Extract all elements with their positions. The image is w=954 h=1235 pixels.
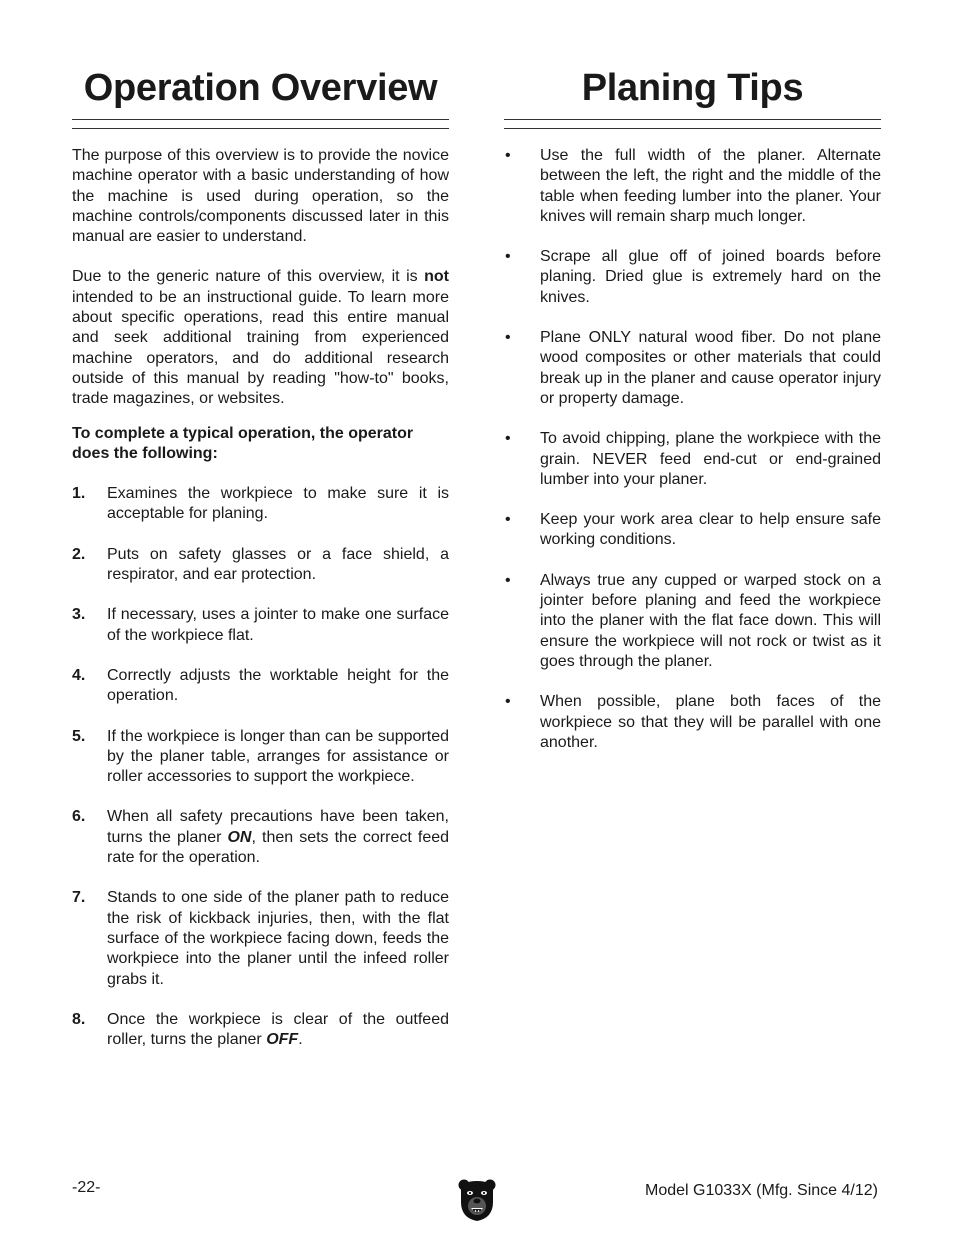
step-text: If the workpiece is longer than can be supported by the planer table, arranges for assistance or roller accessories to support the workpiece. bbox=[107, 727, 449, 786]
step-8-off-emphasis: OFF bbox=[266, 1031, 299, 1049]
paragraph-2-text-start: Due to the generic nature of this overview, it is bbox=[72, 268, 425, 286]
step-8-text-start: Once the workpiece is clear of the outfeed roller, turns the planer bbox=[107, 1010, 449, 1049]
step-text bbox=[107, 1010, 449, 1051]
step-number: 1. bbox=[72, 485, 86, 503]
tip-item bbox=[504, 692, 881, 753]
tip-item bbox=[504, 571, 881, 672]
title-rule-bottom bbox=[504, 128, 881, 129]
bullet-icon: • bbox=[505, 511, 511, 529]
step-text: Correctly adjusts the worktable height for the operation. bbox=[107, 666, 449, 705]
title-rule-bottom bbox=[72, 128, 449, 129]
tip-item bbox=[504, 510, 881, 551]
step-number: 5. bbox=[72, 727, 86, 745]
step-text: Stands to one side of the planer path to reduce the risk of kickback injuries, then, with the flat surface of the workpiece facing down, feeds the workpiece into the planer until the infeed roller grabs it. bbox=[107, 889, 449, 988]
step-6-text-end: , then sets the correct feed rate for the operation. bbox=[107, 828, 450, 867]
page-number: -22- bbox=[72, 1179, 101, 1196]
tip-item bbox=[504, 429, 881, 490]
bullet-icon: • bbox=[505, 571, 511, 589]
tip-item bbox=[504, 328, 881, 409]
step-text bbox=[107, 807, 449, 868]
step-item bbox=[72, 807, 449, 868]
step-text: If necessary, uses a jointer to make one surface of the workpiece flat. bbox=[107, 606, 449, 644]
bullet-icon: • bbox=[505, 693, 511, 711]
step-6-text-start: When all safety precautions have been taken, turns the planer bbox=[107, 808, 449, 846]
step-item bbox=[72, 1010, 449, 1051]
steps-lead-in: To complete a typical operation, the operator does the following: bbox=[72, 424, 414, 462]
step-number: 2. bbox=[72, 545, 86, 563]
overview-paragraph-1: The purpose of this overview is to provide the novice machine operator with a basic understanding of how the machine is used during operation, so the machine controls/components discussed later in this manual are easier to understand. bbox=[72, 147, 449, 246]
step-text: Puts on safety glasses or a face shield, a respirator, and ear protection. bbox=[107, 545, 449, 584]
tips-list bbox=[504, 146, 881, 753]
tip-text: Plane ONLY natural wood fiber. Do not plane wood composites or other materials that could break up in the planer and cause operator injury or property damage. bbox=[540, 329, 881, 407]
bear-logo-icon bbox=[457, 1178, 497, 1222]
overview-paragraph-2 bbox=[72, 267, 449, 409]
tip-item bbox=[504, 146, 881, 227]
step-item bbox=[72, 605, 449, 646]
bullet-icon: • bbox=[505, 147, 511, 164]
step-item bbox=[72, 727, 449, 788]
tip-text: Scrape all glue off of joined boards before planing. Dried glue is extremely hard on the knives. bbox=[540, 248, 881, 306]
step-8-text-end: . bbox=[298, 1031, 303, 1049]
tip-text: Keep your work area clear to help ensure safe working conditions. bbox=[540, 511, 881, 549]
tip-text: Always true any cupped or warped stock on a jointer before planing and feed the workpiece into the planer with the flat face down. This will ensure the workpiece will not rock or twist as it goes through the planer. bbox=[540, 571, 881, 670]
operation-overview-title: Operation Overview bbox=[83, 67, 438, 109]
tip-text: When possible, plane both faces of the workpiece so that they will be parallel with one another. bbox=[540, 693, 881, 751]
step-6-on-emphasis: ON bbox=[227, 828, 252, 846]
step-item bbox=[72, 666, 449, 707]
step-number: 8. bbox=[72, 1010, 86, 1028]
step-number: 4. bbox=[72, 666, 86, 684]
bullet-icon: • bbox=[505, 248, 511, 266]
title-rule-top bbox=[72, 119, 449, 120]
model-info: Model G1033X (Mfg. Since 4/12) bbox=[644, 1182, 878, 1199]
step-item bbox=[72, 484, 449, 525]
paragraph-2-text-end: intended to be an instructional guide. To learn more about specific operations, read this entire manual and seek additional training from experienced machine operators, and do additional research outside of this manual by reading "how-to" books, trade magazines, or websites. bbox=[72, 288, 449, 408]
bullet-icon: • bbox=[505, 329, 511, 347]
tip-item bbox=[504, 247, 881, 308]
step-number: 3. bbox=[72, 606, 86, 624]
overview-body bbox=[72, 146, 449, 1050]
tip-text: To avoid chipping, plane the workpiece with the grain. NEVER feed end-cut or end-grained lumber into your planer. bbox=[540, 430, 881, 488]
bullet-icon: • bbox=[505, 430, 511, 448]
step-text: Examines the workpiece to make sure it is acceptable for planing. bbox=[107, 485, 449, 523]
planing-tips-title: Planing Tips bbox=[581, 67, 804, 109]
paragraph-2-bold-not: not bbox=[424, 268, 449, 286]
step-number: 6. bbox=[72, 808, 86, 826]
step-item bbox=[72, 888, 449, 989]
step-item bbox=[72, 545, 449, 586]
step-number: 7. bbox=[72, 889, 86, 907]
tip-text: Use the full width of the planer. Alternate between the left, the right and the middle of the table when feeding lumber into the planer. Your knives will remain sharp much longer. bbox=[540, 147, 881, 225]
title-rule-top bbox=[504, 119, 881, 120]
